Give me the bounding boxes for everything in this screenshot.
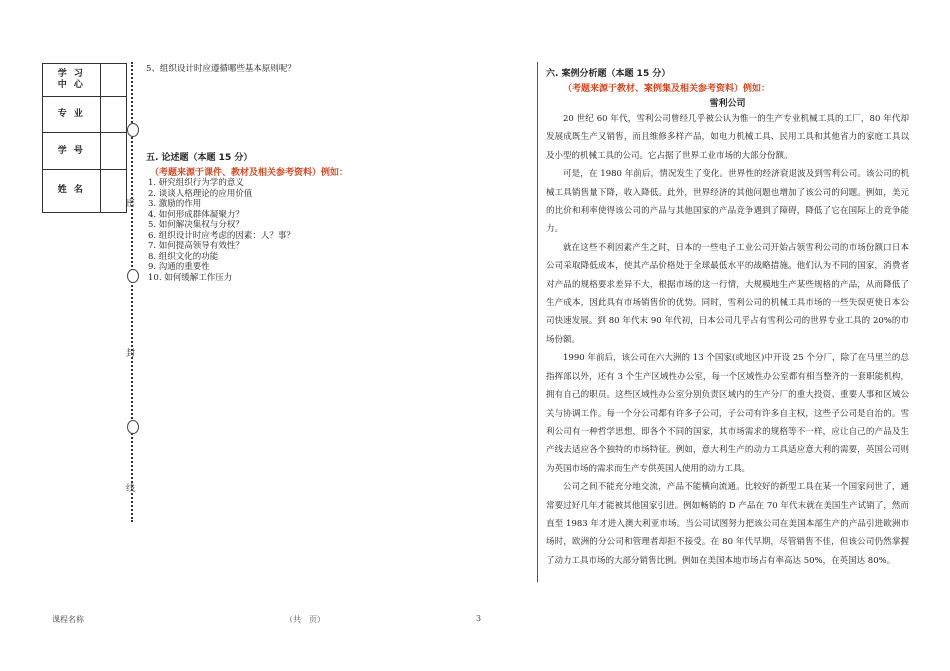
seal-circle-mark bbox=[127, 420, 139, 434]
list-item: 10. 如何缓解工作压力 bbox=[148, 272, 233, 283]
list-item: 2. 谈谈人格理论的应用价值 bbox=[148, 188, 253, 199]
name-field[interactable] bbox=[100, 169, 126, 212]
list-item: 4. 如何形成群体凝聚力？ bbox=[148, 209, 244, 220]
study-center-label: 学 习 中 心 bbox=[43, 64, 101, 97]
seal-circle-mark bbox=[127, 269, 139, 283]
case-paragraph: 可是，在 1980 年前后，情况发生了变化。世界性的经济衰退波及到雪利公司。该公司的机械工具销售量下降，收入降低。此外，世界经济的其他问题也增加了该公司的问题。例如，美元的比价和利率使得该公司的产品与其他国家的产品竞争遇到了障碍，降低了它在国际上的竞争能力。 bbox=[546, 169, 909, 235]
section-6-title: 六. 案例分析题（本题 15 分） bbox=[546, 69, 671, 79]
section-6-note: （考题来源于教材、案例集及相关参考资料）例如： bbox=[563, 84, 771, 94]
seal-circle-mark bbox=[127, 123, 139, 137]
page-number: 3 bbox=[476, 614, 482, 623]
question-5: 5、组织设计时应遵循哪些基本原则呢？ bbox=[146, 64, 296, 74]
course-name-label: 课程名称 bbox=[52, 615, 84, 624]
essay-question-list bbox=[148, 178, 295, 283]
case-title: 雪利公司 bbox=[709, 99, 746, 109]
name-label: 姓 名 bbox=[43, 169, 101, 212]
list-item: 3. 激励的作用 bbox=[148, 199, 202, 209]
study-center-field[interactable] bbox=[100, 64, 126, 97]
seal-char-feng: 封 bbox=[126, 349, 136, 359]
section-5-title: 五. 论述题（本题 15 分） bbox=[146, 153, 253, 163]
column-divider bbox=[537, 62, 538, 582]
case-paragraph: 公司之间不能充分地交流，产品不能横向流通。比较好的新型工具在某一个国家问世了，通常要过好几年才能被其他国家引进。例如畅销的 D 产品在 70 年代末就在美国生产试销了，然而直至 1983 年才进入澳大利亚市场。当公司试图努力把该公司在美国本部生产的产品引进欧洲市场时，欧洲的分公司和管理者却拒不接受。在 80 年代早期，尽管销售不佳，但该公司仍然掌握了动力工具市场的大部分销售比例。例如在美国本地市场占有率高达 50%，在英国达 80%。 bbox=[546, 482, 909, 566]
case-paragraph: 就在这些不利因素产生之时，日本的一些电子工业公司开始占领雪利公司的市场份额口日本公司采取降低成本，使其产品价格处于全球最低水平的战略措施。他们认为不同的国家，消费者对产品的规格要求差异不大，根据市场的这一行情，大规模地生产某些规格的产品，从而降低了生产成本，因此具有市场销售价的优势。同时，雪利公司的机械工具市场的一些失误更使日本公司快速发展。到 80 年代末 90 年代初，日本公司几乎占有雪利公司的世界专业工具的 20%的市场份额。 bbox=[546, 242, 909, 345]
major-label: 专 业 bbox=[43, 97, 101, 133]
seal-char-xian: 线 bbox=[126, 484, 136, 494]
student-id-label: 学 号 bbox=[43, 133, 101, 169]
list-item: 6. 组织设计时应考虑的因素：人？事？ bbox=[148, 230, 295, 241]
student-id-field[interactable] bbox=[100, 133, 126, 169]
list-item: 7. 如何提高领导有效性？ bbox=[148, 241, 244, 251]
total-pages-label: （共 页） bbox=[285, 615, 325, 624]
list-item: 9. 沟通的重要性 bbox=[148, 262, 210, 272]
section-5-note: （考题来源于课件、教材及相关参考资料）例如： bbox=[150, 168, 349, 178]
list-item: 8. 组织文化的功能 bbox=[148, 251, 219, 262]
case-paragraph: 1990 年前后，该公司在六大洲的 13 个国家(或地区)中开设 25 个分厂，除了在马里兰的总指挥部以外，还有 3 个生产区域性办公室，每一个区域性办公室都有相当整齐的一套职能机构，拥有自己的职员。这些区域性办公室分别负责区域内的生产分厂的重大投资、重要人事和区域公关与协调工作。每一个分公司都有许多子公司，子公司有许多自主权，这些子公司是自治的。雪利公司有一种哲学思想，即各个不同的国家，其市场需求的规格等不一样，应让自己的产品及生产线去适应各个独特的市场特征。例如，意大利生产的动力工具适应意大利的需要，英国公司则为英国市场的需求而生产专供英国人使用的动力工具。 bbox=[546, 353, 909, 474]
list-item: 1. 研究组织行为学的意义 bbox=[148, 178, 244, 188]
list-item: 5. 如何解决集权与分权？ bbox=[148, 220, 244, 230]
major-field[interactable] bbox=[100, 97, 126, 133]
case-paragraph: 20 世纪 60 年代，雪利公司曾经几乎被公认为惟一的生产专业机械工具的工厂，80 年代却发展成既生产又销售，而且维修多样产品，如电力机械工具、民用工具和其他省力的家庭工具以及小型的机械工具的公司。它占据了世界工业市场的大部分份额。 bbox=[546, 114, 909, 161]
seal-char-mi: 密 bbox=[126, 199, 136, 209]
student-info-table bbox=[42, 63, 127, 213]
case-body bbox=[546, 110, 909, 570]
